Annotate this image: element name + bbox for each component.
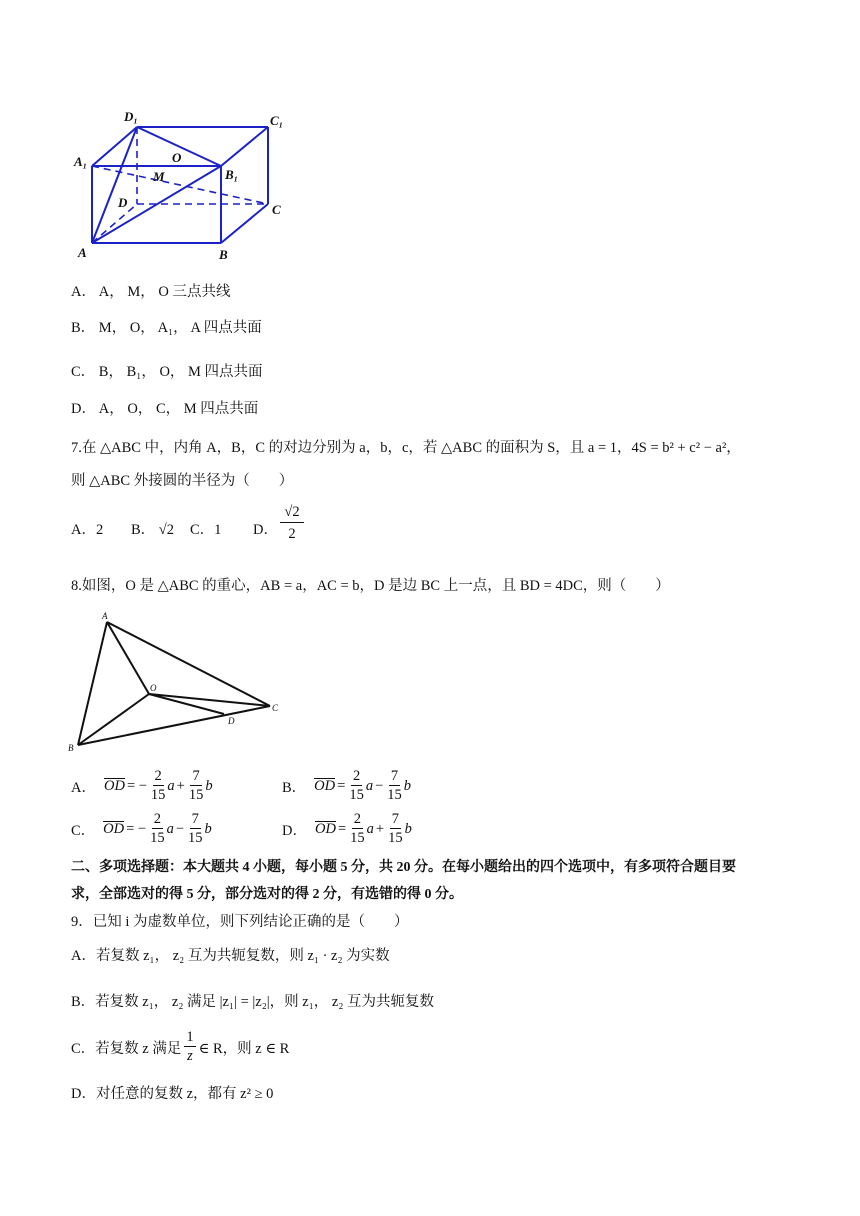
q6-option-d: D． A， O， C， M 四点共面 [71,401,259,417]
equals-sign: = − [126,777,147,794]
fraction [349,768,364,804]
operator: − [175,820,185,837]
fraction-numerator: √2 [280,502,304,523]
option-prefix: A． [71,779,96,796]
tri-label-a: A [102,611,108,621]
fraction [184,1029,195,1065]
q7-option-c: C．1 [190,522,222,538]
operator: + [176,777,185,794]
equals-sign: = [337,820,347,837]
fraction [388,811,403,847]
label-d1: D₁ [124,109,138,124]
equals-sign: = [337,777,346,794]
tri-label-d: D [228,716,235,726]
fraction [151,768,166,804]
label-b: B [219,247,228,262]
q7-stem-line1: 7.在 △ABC 中，内角 A，B，C 的对边分别为 a，b，c，若 △ABC 的面积为 S，且 a = 1，4S = b² + c² − a²， [71,440,741,456]
fraction-denominator: 15 [188,830,203,846]
fraction-numerator: 7 [192,768,200,784]
fraction-numerator: 2 [153,811,161,827]
fraction [188,811,203,847]
q8-option-c [71,809,212,849]
fraction-numerator: 7 [391,811,399,827]
fraction-denominator: 15 [350,830,365,846]
q6-option-b: B． M， O， A₁， A 四点共面 [71,320,262,336]
q9-option-c-suffix: ∈ R，则 z ∈ R [198,1040,290,1057]
vector-a: a [366,820,374,837]
label-a: A [78,245,87,260]
q8-option-a [71,766,213,806]
label-b1: B₁ [225,167,239,182]
fraction [189,768,204,804]
tri-label-b: B [68,743,74,753]
label-c1: C₁ [270,113,284,128]
fraction-denominator: 15 [349,787,364,803]
fraction-denominator: 15 [387,787,402,803]
fraction [150,811,165,847]
vector-b: b [403,777,411,794]
fraction-numerator: 2 [353,811,361,827]
fraction [350,811,365,847]
label-d: D [118,195,128,210]
q7-stem-line2: 则 △ABC 外接圆的半径为（ ） [71,473,294,489]
fraction-numerator: 2 [154,768,162,784]
q9-option-d: D．对任意的复数 z，都有 z² ≥ 0 [71,1086,274,1102]
fraction-denominator: 15 [188,787,204,803]
q9-option-c-prefix: C．若复数 z 满足 [71,1040,182,1057]
q6-option-c: C． B， B₁， O， M 四点共面 [71,364,263,380]
q7-option-b: B． √2 [131,522,175,538]
q9-option-b: B．若复数 z₁， z₂ 满足 |z₁| = |z₂|，则 z₁， z₂ 互为共轭复数 [71,994,435,1010]
vector-a: a [167,777,175,794]
section2-heading-line1: 二、多项选择题：本大题共 4 小题，每小题 5 分，共 20 分。在每小题给出的四个选项中，有多项符合题目要 [71,860,736,875]
section2-heading-line2: 求，全部选对的得 5 分，部分选对的得 2 分，有选错的得 0 分。 [71,887,463,902]
q8-stem: 8.如图，O 是 △ABC 的重心，AB = a，AC = b，D 是边 BC 上一点，且 BD = 4DC，则（ ） [71,578,670,594]
vector-od: OD [314,821,336,837]
option-prefix: C． [71,822,96,839]
fraction-numerator: 1 [186,1029,194,1045]
vector-b: b [204,820,212,837]
tri-label-o: O [150,683,157,693]
label-a1: A₁ [74,154,88,169]
option-prefix: D． [282,822,307,839]
vector-od: OD [103,821,125,837]
q7-option-a: A．2 [71,522,104,538]
operator: + [375,820,385,837]
vector-a: a [166,820,174,837]
option-prefix: B． [282,779,307,796]
equals-sign: = − [126,820,147,837]
fraction-denominator: 2 [288,526,296,542]
fraction-numerator: 7 [191,811,199,827]
q6-option-a: A． A， M， O 三点共线 [71,284,231,300]
operator: − [375,777,384,794]
fraction-denominator: 15 [150,830,165,846]
q7-option-d-fraction [280,502,304,545]
vector-b: b [205,777,213,794]
vector-b: b [404,820,412,837]
fraction-denominator: 15 [388,830,403,846]
label-m: M [153,169,165,184]
triangle-figure [60,605,290,755]
fraction-denominator: z [187,1048,193,1064]
vector-od: OD [314,778,336,794]
cube-figure [60,100,300,270]
q8-option-d [282,809,412,849]
tri-label-c: C [272,703,279,713]
fraction-numerator: 7 [390,768,399,784]
vector-od: OD [103,778,125,794]
label-o: O [172,150,182,165]
q9-option-c [71,1027,289,1067]
vector-a: a [365,777,374,794]
q7-option-d-label: D． [253,522,278,538]
q8-option-b [282,766,411,806]
q9-stem: 9．已知 i 为虚数单位，则下列结论正确的是（ ） [71,914,409,930]
label-c: C [272,202,281,217]
fraction [387,768,402,804]
fraction-denominator: 15 [150,787,166,803]
q9-option-a: A．若复数 z₁， z₂ 互为共轭复数，则 z₁ · z₂ 为实数 [71,948,390,964]
fraction-numerator: 2 [352,768,361,784]
